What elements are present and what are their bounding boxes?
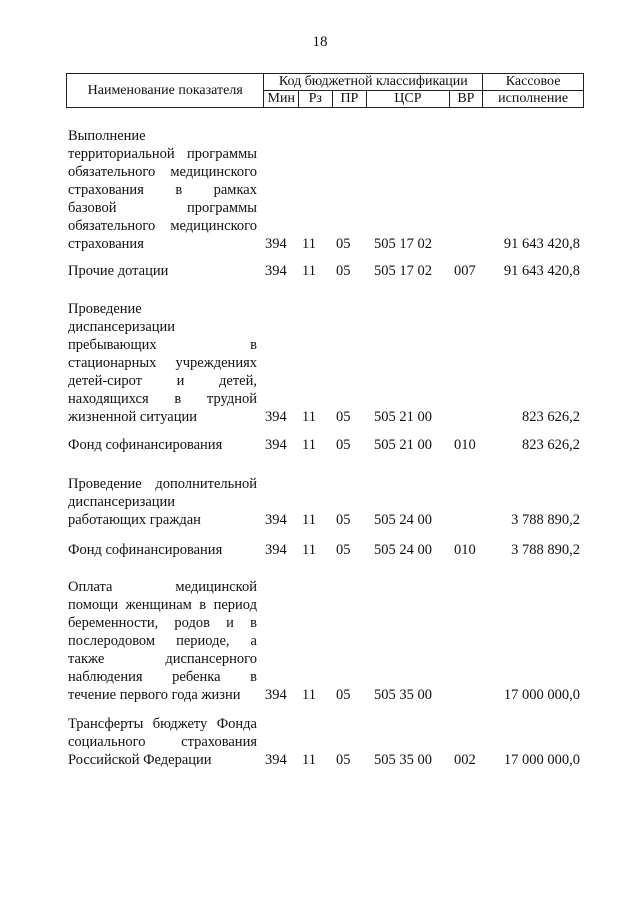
row-name-line: диспансеризации — [68, 494, 176, 510]
row-name-line: Российской Федерации — [68, 752, 212, 768]
table-row — [0, 541, 640, 559]
row-pr: 05 — [336, 263, 351, 279]
row-name-line: работающих граждан — [68, 512, 201, 528]
row-rz: 11 — [302, 409, 316, 425]
row-name-line: наблюдения ребенка в — [68, 669, 257, 685]
table-row — [0, 262, 640, 280]
row-vr: 007 — [454, 263, 476, 279]
row-name-line: диспансеризации — [68, 319, 176, 335]
table-row — [0, 578, 640, 704]
row-name — [68, 262, 257, 280]
row-name — [68, 475, 257, 529]
row-name-line: Выполнение — [68, 128, 146, 144]
row-min: 394 — [265, 752, 287, 768]
row-name-line: находящихся в трудной — [68, 391, 257, 407]
header-vr: ВР — [449, 91, 483, 108]
row-name-line: территориальной программы — [68, 146, 257, 162]
row-rz: 11 — [302, 687, 316, 703]
row-amount: 3 788 890,2 — [511, 542, 580, 558]
row-pr: 05 — [336, 752, 351, 768]
row-name — [68, 578, 257, 704]
row-vr: 010 — [454, 542, 476, 558]
row-amount: 17 000 000,0 — [503, 752, 580, 768]
row-name-line: детей-сирот и детей, — [68, 373, 257, 389]
row-amount: 91 643 420,8 — [503, 236, 580, 252]
row-name-line: стационарных учреждениях — [68, 355, 257, 371]
row-vr: 010 — [454, 437, 476, 453]
row-csr: 505 35 00 — [374, 687, 432, 703]
header-exec-line2: исполнение — [483, 91, 584, 108]
table-row — [0, 300, 640, 426]
row-amount: 3 788 890,2 — [511, 512, 580, 528]
row-name-line: обязательного медицинского — [68, 218, 257, 234]
row-vr: 002 — [454, 752, 476, 768]
row-name-line: Оплата медицинской — [68, 579, 257, 595]
row-rz: 11 — [302, 236, 316, 252]
row-csr: 505 35 00 — [374, 752, 432, 768]
row-csr: 505 24 00 — [374, 512, 432, 528]
row-min: 394 — [265, 437, 287, 453]
row-name-line: беременности, родов и в — [68, 615, 257, 631]
row-rz: 11 — [302, 512, 316, 528]
row-min: 394 — [265, 512, 287, 528]
row-name-line: Прочие дотации — [68, 263, 169, 279]
row-name-line: послеродовом периоде, а — [68, 633, 257, 649]
header-code-group: Код бюджетной классификации — [264, 74, 483, 91]
row-pr: 05 — [336, 409, 351, 425]
row-pr: 05 — [336, 542, 351, 558]
row-csr: 505 21 00 — [374, 409, 432, 425]
row-name — [68, 715, 257, 769]
row-rz: 11 — [302, 752, 316, 768]
row-name-line: базовой программы — [68, 200, 257, 216]
row-rz: 11 — [302, 437, 316, 453]
row-min: 394 — [265, 687, 287, 703]
table-row — [0, 715, 640, 769]
row-name-line: Проведение — [68, 301, 142, 317]
row-pr: 05 — [336, 236, 351, 252]
row-amount: 823 626,2 — [522, 409, 580, 425]
page-number: 18 — [312, 34, 328, 50]
row-rz: 11 — [302, 542, 316, 558]
row-csr: 505 17 02 — [374, 236, 432, 252]
row-name-line: течение первого года жизни — [68, 687, 241, 703]
row-rz: 11 — [302, 263, 316, 279]
row-min: 394 — [265, 542, 287, 558]
row-name — [68, 300, 257, 426]
row-name — [68, 127, 257, 253]
header-pr: ПР — [332, 91, 367, 108]
header-rz: Рз — [299, 91, 333, 108]
table-row — [0, 475, 640, 529]
row-name-line: пребывающих в — [68, 337, 257, 353]
row-name-line: страхования — [68, 236, 144, 252]
row-amount: 91 643 420,8 — [503, 263, 580, 279]
row-name-line: помощи женщинам в период — [68, 597, 257, 613]
header-exec-line1: Кассовое — [483, 74, 584, 91]
row-csr: 505 17 02 — [374, 263, 432, 279]
row-name-line: также диспансерного — [68, 651, 257, 667]
row-amount: 823 626,2 — [522, 437, 580, 453]
row-name-line: Фонд софинансирования — [68, 437, 223, 453]
table-header — [66, 73, 584, 108]
row-name-line: страхования в рамках — [68, 182, 257, 198]
row-name-line: Фонд софинансирования — [68, 542, 223, 558]
row-name — [68, 436, 257, 454]
row-name-line: Трансферты бюджету Фонда — [68, 716, 257, 732]
table-row — [0, 436, 640, 454]
row-min: 394 — [265, 236, 287, 252]
row-pr: 05 — [336, 687, 351, 703]
row-csr: 505 21 00 — [374, 437, 432, 453]
header-csr: ЦСР — [367, 91, 449, 108]
table-row — [0, 127, 640, 253]
row-pr: 05 — [336, 437, 351, 453]
row-pr: 05 — [336, 512, 351, 528]
row-name-line: жизненной ситуации — [68, 409, 197, 425]
row-amount: 17 000 000,0 — [503, 687, 580, 703]
row-min: 394 — [265, 263, 287, 279]
row-name-line: Проведение дополнительной — [68, 476, 257, 492]
row-min: 394 — [265, 409, 287, 425]
header-name: Наименование показателя — [67, 74, 264, 108]
header-min: Мин — [264, 91, 299, 108]
row-name — [68, 541, 257, 559]
row-name-line: обязательного медицинского — [68, 164, 257, 180]
row-csr: 505 24 00 — [374, 542, 432, 558]
row-name-line: социального страхования — [68, 734, 257, 750]
